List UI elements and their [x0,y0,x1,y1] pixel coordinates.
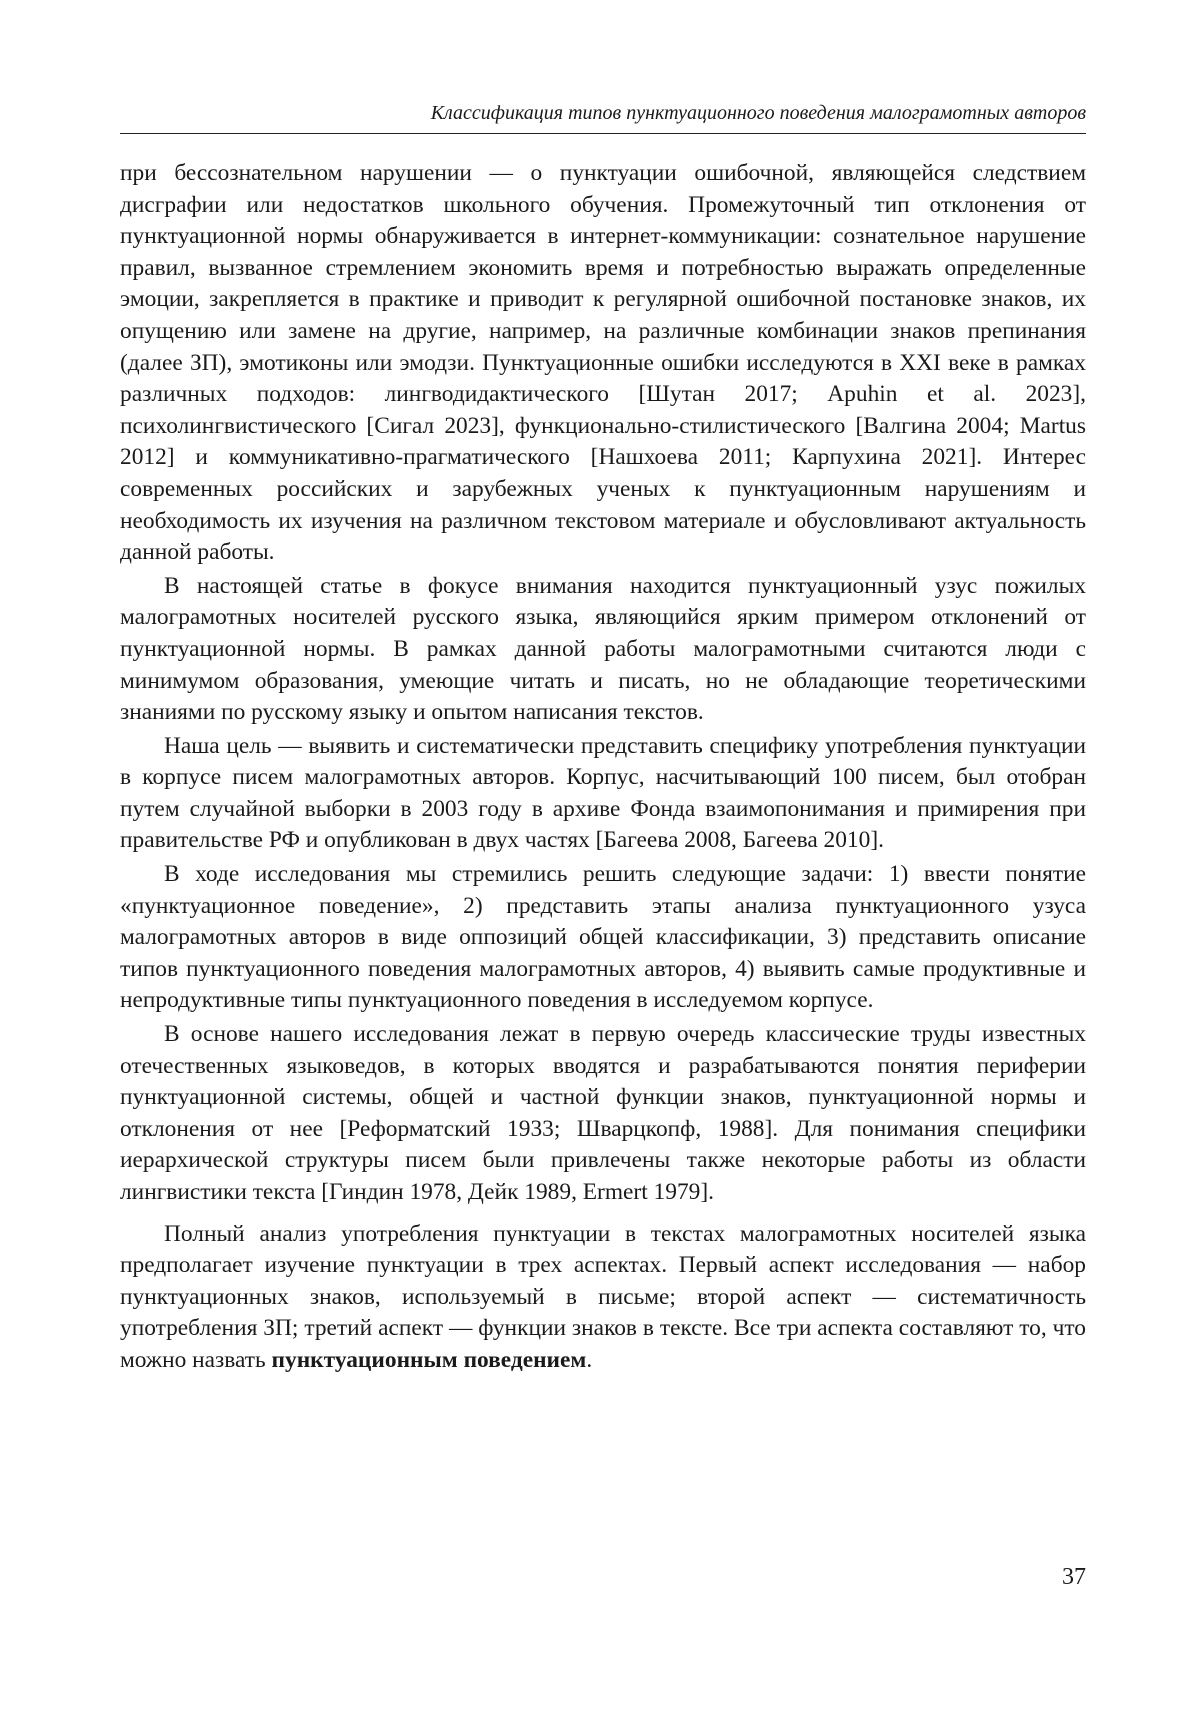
article-body [120,158,1086,1379]
page-number: 37 [1062,1564,1086,1590]
running-header: Классификация типов пунктуационного поведения малограмотных авторов [430,102,1086,124]
paragraph-2: В настоящей статье в фокусе внимания находится пунктуационный узус пожилых малограмотных носителей русского языка, являющийся ярким примером отклонений от пунктуационной нормы. В рамках данной работы малограмотными считаются люди с минимумом образования, умеющие читать и писать, но не обладающие теоретическими знаниями по русскому языку и опытом написания текстов. [120,572,1086,726]
paragraph-6 [120,1219,1086,1377]
paragraph-6-end: . [586,1346,593,1373]
paragraph-5: В основе нашего исследования лежат в первую очередь классические труды известных отечественных языковедов, в которых вводятся и разрабатываются понятия периферии пунктуационной системы, общей и частной функции знаков, пунктуационной нормы и отклонения от нее [Реформатский 1933; Шварцкопф, 1988]. Для понимания специфики иерархической структуры писем были привлечены также некоторые работы из области лингвистики текста [Гиндин 1978, Дейк 1989, Ermert 1979]. [120,1021,1086,1205]
paragraph-3: Наша цель — выявить и систематически представить специфику употребления пунктуации в корпусе писем малограмотных авторов. Корпус, насчитывающий 100 писем, был отобран путем случайной выборки в 2003 году в архиве Фонда взаимопонимания и примирения при правительстве РФ и опубликован в двух частях [Багеева 2008, Багеева 2010]. [120,732,1086,854]
key-term: пунктуационным поведением [271,1346,587,1373]
header-divider [120,133,1086,134]
paragraph-1: при бессознательном нарушении — о пунктуации ошибочной, являющейся следствием дисграфии или недостатков школьного обучения. Промежуточный тип отклонения от пунктуационной нормы обнаруживается в интернет-коммуникации: сознательное нарушение правил, вызванное стремлением экономить время и потребностью выражать определенные эмоции, закрепляется в практике и приводит к регулярной ошибочной постановке знаков, их опущению или замене на другие, например, на различные комбинации знаков препинания (далее ЗП), эмотиконы или эмодзи. Пунктуационные ошибки исследуются в XXI веке в рамках различных подходов: лингводидактического [Шутан 2017; Apuhin et al. 2023], психолингвистического [Сигал 2023], функционально-стилистического [Валгина 2004; Martus 2012] и коммуникативно-прагматического [Нашхоева 2011; Карпухина 2021]. Интерес современных российских и зарубежных ученых к пунктуационным нарушениям и необходимость их изучения на различном текстовом материале и обусловливают актуальность данной работы. [120,160,1086,566]
paragraph-4: В ходе исследования мы стремились решить следующие задачи: 1) ввести понятие «пунктуационное поведение», 2) представить этапы анализа пунктуационного узуса малограмотных авторов в виде оппозиций общей классификации, 3) представить описание типов пунктуационного поведения малограмотных авторов, 4) выявить самые продуктивные и непродуктивные типы пунктуационного поведения в исследуемом корпусе. [120,861,1086,1014]
paragraph-6-text: Полный анализ употребления пунктуации в текстах малограмотных носителей языка предполагает изучение пунктуации в трех аспектах. Первый аспект исследования — набор пунктуационных знаков, используемый в письме; второй аспект — систематичность употребления ЗП; третий аспект — функции знаков в тексте. Все три аспекта составляют то, что можно назвать [120,1220,1086,1373]
